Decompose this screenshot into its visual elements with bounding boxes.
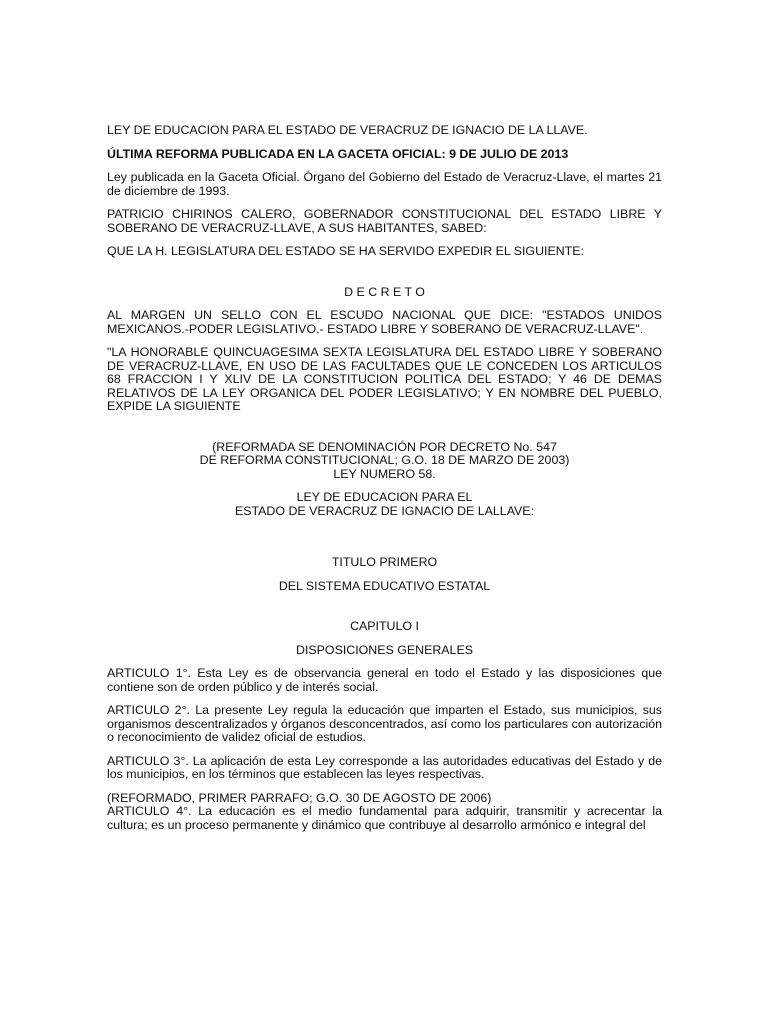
reform-note-line: LEY NUMERO 58. (333, 466, 436, 481)
preamble: "LA HONORABLE QUINCUAGESIMA SEXTA LEGISLATURA DEL ESTADO LIBRE Y SOBERANO DE VERACRUZ-LLAVE, EN USO DE LAS FACULTADES QUE LE CONCEDEN LOS ARTICULOS 68 FRACCION I Y XLIV DE LA CONSTITUCION POLITICA DEL ESTADO; Y 46 DE DEMAS RELATIVOS DE LA LEY ORGANICA DEL PODER LEGISLATIVO; Y EN NOMBRE DEL PUEBLO, EXPIDE LA SIGUIENTE (107, 345, 662, 413)
document-body (107, 124, 662, 832)
governor-statement: PATRICIO CHIRINOS CALERO, GOBERNADOR CONSTITUCIONAL DEL ESTADO LIBRE Y SOBERANO DE VERACRUZ-LLAVE, A SUS HABITANTES, SABED: (107, 207, 662, 235)
title-subheading: DEL SISTEMA EDUCATIVO ESTATAL (278, 578, 491, 593)
article-3: ARTICULO 3°. La aplicación de esta Ley corresponde a las autoridades educativas del Estado y de los municipios, en los términos que establecen las leyes respectivas. (107, 753, 662, 781)
chapter-heading: CAPITULO I (350, 619, 419, 633)
article-2: ARTICULO 2°. La presente Ley regula la educación que imparten el Estado, sus municipios, sus organismos descentralizados y órganos desconcentrados, así como los particulares con autorización o reconocimiento de validez oficial de estudios. (107, 703, 662, 744)
reform-note-line: (REFORMADA SE DENOMINACIÓN POR DECRETO No. 547 (212, 439, 557, 454)
title-heading: TITULO PRIMERO (331, 555, 438, 569)
law-title: LEY DE EDUCACION PARA EL ESTADO DE VERACRUZ DE IGNACIO DE LA LLAVE. (107, 123, 588, 137)
article-4: ARTICULO 4°. La educación es el medio fundamental para adquirir, transmitir y acrecentar la cultura; es un proceso permanente y dinámico que contribuye al desarrollo armónico e integral del (107, 804, 662, 832)
law-name-line: ESTADO DE VERACRUZ DE IGNACIO DE LALLAVE: (234, 503, 535, 518)
decree-heading: D E C R E T O (344, 284, 425, 299)
reform-note (107, 441, 662, 482)
amendment-note: (REFORMADO, PRIMER PARRAFO; G.O. 30 DE AGOSTO DE 2006) (107, 790, 492, 805)
legislature-statement: QUE LA H. LEGISLATURA DEL ESTADO SE HA SERVIDO EXPEDIR EL SIGUIENTE: (107, 244, 584, 258)
publication-note: Ley publicada en la Gaceta Oficial. Órgano del Gobierno del Estado de Veracruz-Llave, el martes 21 de diciembre de 1993. (107, 170, 662, 198)
article-1: ARTICULO 1°. Esta Ley es de observancia general en todo el Estado y las disposiciones que contiene son de orden público y de interés social. (107, 666, 662, 694)
seal-note: AL MARGEN UN SELLO CON EL ESCUDO NACIONAL QUE DICE: "ESTADOS UNIDOS MEXICANOS.-PODER LEGISLATIVO.- ESTADO LIBRE Y SOBERANO DE VERACRUZ-LLAVE". (107, 308, 662, 336)
last-reform-line: ÚLTIMA REFORMA PUBLICADA EN LA GACETA OFICIAL: 9 DE JULIO DE 2013 (107, 146, 569, 161)
chapter-subheading: DISPOSICIONES GENERALES (296, 642, 473, 657)
law-name-line: LEY DE EDUCACION PARA EL (296, 490, 473, 504)
law-name (107, 491, 662, 518)
reform-note-line: DE REFORMA CONSTITUCIONAL; G.O. 18 DE MARZO DE 2003) (199, 453, 570, 467)
